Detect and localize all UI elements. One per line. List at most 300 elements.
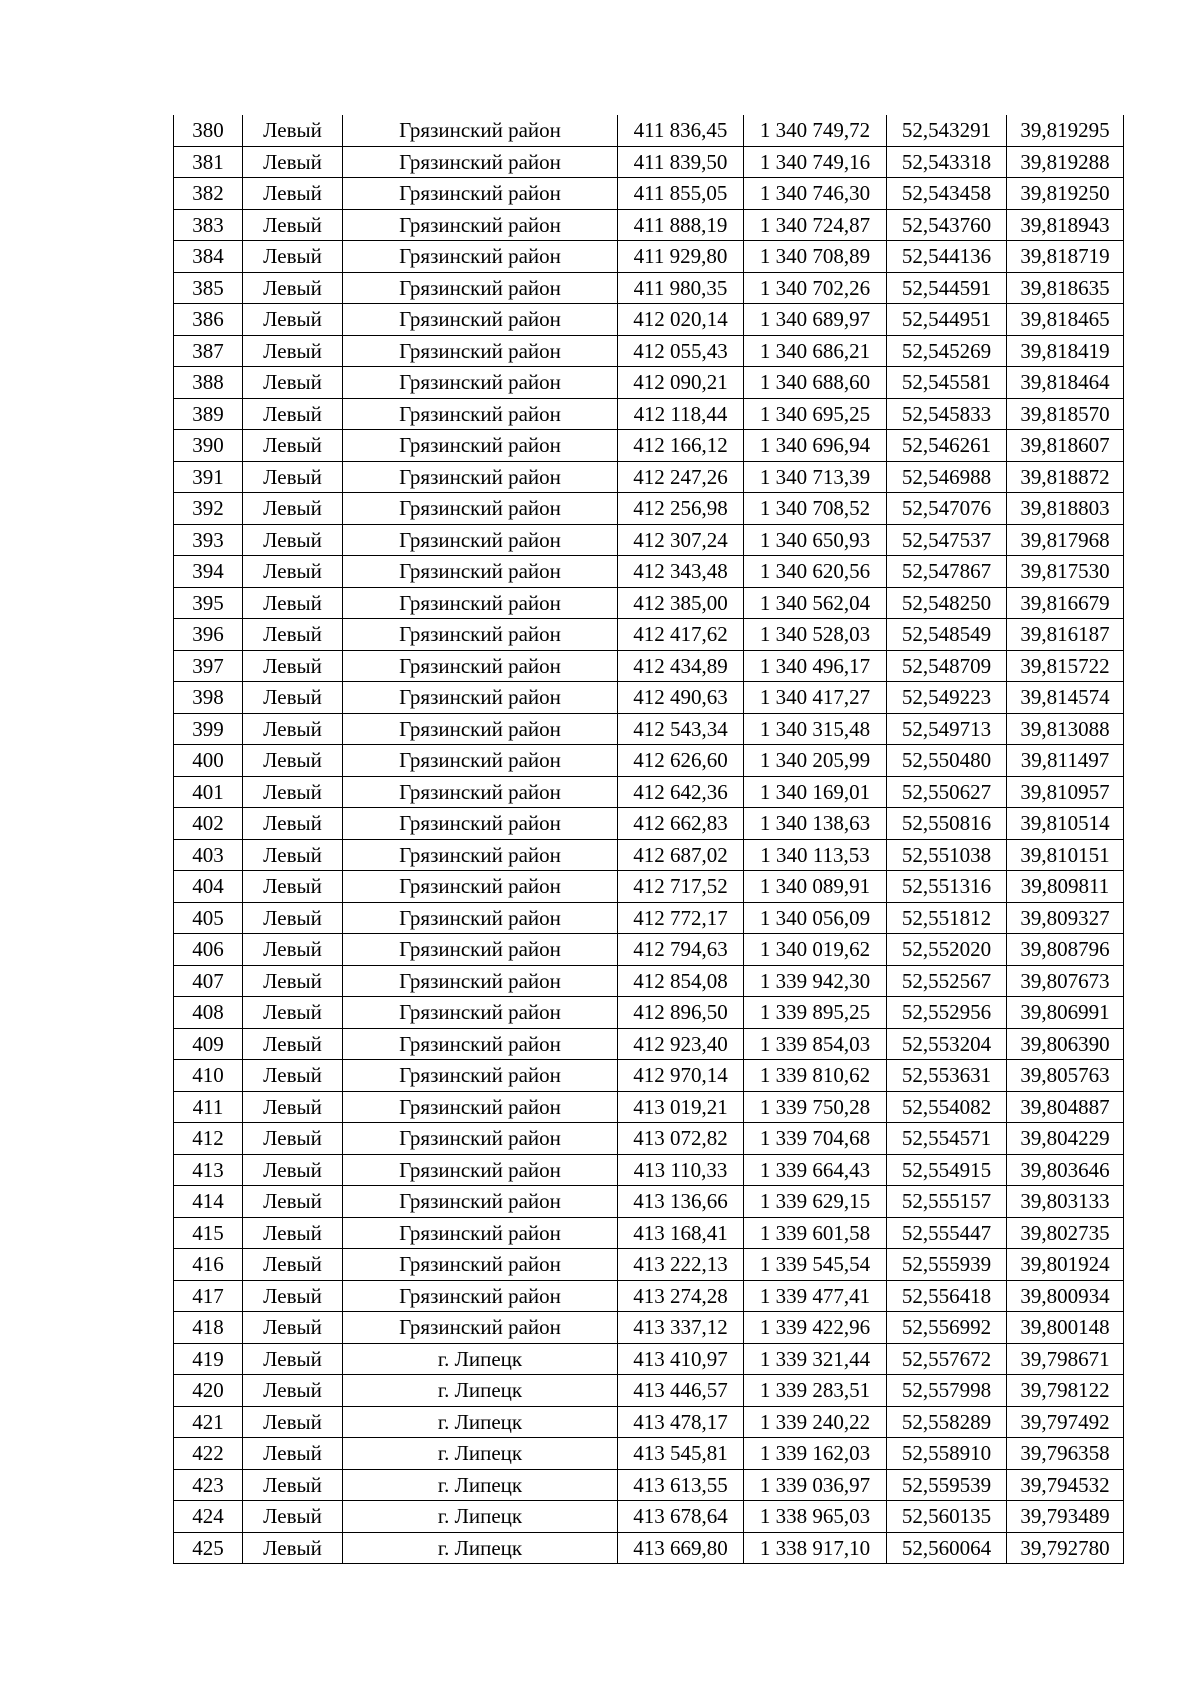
point-number-cell: 391: [174, 461, 243, 493]
y-coordinate-cell: 1 339 810,62: [744, 1060, 887, 1092]
longitude-cell: 39,818803: [1007, 493, 1124, 525]
district-cell: Грязинский район: [343, 808, 618, 840]
latitude-cell: 52,550480: [887, 745, 1007, 777]
side-cell: Левый: [243, 1060, 343, 1092]
y-coordinate-cell: 1 340 708,52: [744, 493, 887, 525]
point-number-cell: 418: [174, 1312, 243, 1344]
y-coordinate-cell: 1 339 240,22: [744, 1406, 887, 1438]
x-coordinate-cell: 412 055,43: [618, 335, 744, 367]
table-row: [174, 1028, 1124, 1060]
x-coordinate-cell: 412 118,44: [618, 398, 744, 430]
point-number-cell: 417: [174, 1280, 243, 1312]
latitude-cell: 52,545581: [887, 367, 1007, 399]
point-number-cell: 409: [174, 1028, 243, 1060]
latitude-cell: 52,553204: [887, 1028, 1007, 1060]
table-row: [174, 902, 1124, 934]
district-cell: г. Липецк: [343, 1469, 618, 1501]
side-cell: Левый: [243, 1091, 343, 1123]
longitude-cell: 39,817530: [1007, 556, 1124, 588]
y-coordinate-cell: 1 340 688,60: [744, 367, 887, 399]
table-row: [174, 115, 1124, 146]
longitude-cell: 39,818719: [1007, 241, 1124, 273]
side-cell: Левый: [243, 682, 343, 714]
district-cell: г. Липецк: [343, 1501, 618, 1533]
longitude-cell: 39,819250: [1007, 178, 1124, 210]
latitude-cell: 52,557672: [887, 1343, 1007, 1375]
district-cell: Грязинский район: [343, 871, 618, 903]
x-coordinate-cell: 413 478,17: [618, 1406, 744, 1438]
longitude-cell: 39,811497: [1007, 745, 1124, 777]
point-number-cell: 400: [174, 745, 243, 777]
side-cell: Левый: [243, 115, 343, 146]
district-cell: Грязинский район: [343, 461, 618, 493]
table-row: [174, 209, 1124, 241]
x-coordinate-cell: 413 072,82: [618, 1123, 744, 1155]
district-cell: Грязинский район: [343, 587, 618, 619]
side-cell: Левый: [243, 1028, 343, 1060]
side-cell: Левый: [243, 1532, 343, 1564]
district-cell: г. Липецк: [343, 1343, 618, 1375]
longitude-cell: 39,809811: [1007, 871, 1124, 903]
district-cell: Грязинский район: [343, 934, 618, 966]
latitude-cell: 52,551038: [887, 839, 1007, 871]
y-coordinate-cell: 1 339 664,43: [744, 1154, 887, 1186]
district-cell: Грязинский район: [343, 430, 618, 462]
district-cell: Грязинский район: [343, 745, 618, 777]
district-cell: Грязинский район: [343, 241, 618, 273]
x-coordinate-cell: 412 923,40: [618, 1028, 744, 1060]
district-cell: г. Липецк: [343, 1532, 618, 1564]
district-cell: Грязинский район: [343, 209, 618, 241]
x-coordinate-cell: 412 434,89: [618, 650, 744, 682]
point-number-cell: 419: [174, 1343, 243, 1375]
y-coordinate-cell: 1 340 138,63: [744, 808, 887, 840]
longitude-cell: 39,794532: [1007, 1469, 1124, 1501]
side-cell: Левый: [243, 241, 343, 273]
longitude-cell: 39,816187: [1007, 619, 1124, 651]
y-coordinate-cell: 1 340 689,97: [744, 304, 887, 336]
x-coordinate-cell: 412 896,50: [618, 997, 744, 1029]
y-coordinate-cell: 1 340 528,03: [744, 619, 887, 651]
latitude-cell: 52,545833: [887, 398, 1007, 430]
point-number-cell: 387: [174, 335, 243, 367]
district-cell: Грязинский район: [343, 146, 618, 178]
y-coordinate-cell: 1 340 749,16: [744, 146, 887, 178]
point-number-cell: 394: [174, 556, 243, 588]
x-coordinate-cell: 411 839,50: [618, 146, 744, 178]
side-cell: Левый: [243, 1343, 343, 1375]
x-coordinate-cell: 413 678,64: [618, 1501, 744, 1533]
y-coordinate-cell: 1 339 854,03: [744, 1028, 887, 1060]
table-row: [174, 398, 1124, 430]
district-cell: г. Липецк: [343, 1406, 618, 1438]
y-coordinate-cell: 1 340 708,89: [744, 241, 887, 273]
latitude-cell: 52,555447: [887, 1217, 1007, 1249]
table-row: [174, 556, 1124, 588]
longitude-cell: 39,817968: [1007, 524, 1124, 556]
point-number-cell: 414: [174, 1186, 243, 1218]
district-cell: Грязинский район: [343, 1123, 618, 1155]
y-coordinate-cell: 1 340 056,09: [744, 902, 887, 934]
y-coordinate-cell: 1 339 422,96: [744, 1312, 887, 1344]
table-row: [174, 367, 1124, 399]
x-coordinate-cell: 412 490,63: [618, 682, 744, 714]
table-row: [174, 1532, 1124, 1564]
longitude-cell: 39,810514: [1007, 808, 1124, 840]
table-row: [174, 1501, 1124, 1533]
latitude-cell: 52,550816: [887, 808, 1007, 840]
x-coordinate-cell: 413 110,33: [618, 1154, 744, 1186]
point-number-cell: 397: [174, 650, 243, 682]
point-number-cell: 385: [174, 272, 243, 304]
table-row: [174, 839, 1124, 871]
x-coordinate-cell: 412 090,21: [618, 367, 744, 399]
y-coordinate-cell: 1 339 629,15: [744, 1186, 887, 1218]
y-coordinate-cell: 1 339 704,68: [744, 1123, 887, 1155]
latitude-cell: 52,554082: [887, 1091, 1007, 1123]
point-number-cell: 415: [174, 1217, 243, 1249]
x-coordinate-cell: 413 337,12: [618, 1312, 744, 1344]
table-row: [174, 1123, 1124, 1155]
point-number-cell: 422: [174, 1438, 243, 1470]
latitude-cell: 52,547867: [887, 556, 1007, 588]
table-row: [174, 178, 1124, 210]
latitude-cell: 52,543458: [887, 178, 1007, 210]
longitude-cell: 39,818570: [1007, 398, 1124, 430]
table-row: [174, 997, 1124, 1029]
point-number-cell: 381: [174, 146, 243, 178]
latitude-cell: 52,552956: [887, 997, 1007, 1029]
side-cell: Левый: [243, 997, 343, 1029]
table-row: [174, 619, 1124, 651]
latitude-cell: 52,543318: [887, 146, 1007, 178]
point-number-cell: 404: [174, 871, 243, 903]
longitude-cell: 39,793489: [1007, 1501, 1124, 1533]
district-cell: Грязинский район: [343, 776, 618, 808]
latitude-cell: 52,550627: [887, 776, 1007, 808]
x-coordinate-cell: 411 836,45: [618, 115, 744, 146]
table-row: [174, 1375, 1124, 1407]
x-coordinate-cell: 413 613,55: [618, 1469, 744, 1501]
point-number-cell: 412: [174, 1123, 243, 1155]
table-row: [174, 745, 1124, 777]
district-cell: Грязинский район: [343, 398, 618, 430]
latitude-cell: 52,554915: [887, 1154, 1007, 1186]
x-coordinate-cell: 412 417,62: [618, 619, 744, 651]
y-coordinate-cell: 1 339 545,54: [744, 1249, 887, 1281]
latitude-cell: 52,551316: [887, 871, 1007, 903]
longitude-cell: 39,804887: [1007, 1091, 1124, 1123]
longitude-cell: 39,807673: [1007, 965, 1124, 997]
district-cell: Грязинский район: [343, 1091, 618, 1123]
latitude-cell: 52,551812: [887, 902, 1007, 934]
y-coordinate-cell: 1 340 695,25: [744, 398, 887, 430]
longitude-cell: 39,818465: [1007, 304, 1124, 336]
side-cell: Левый: [243, 272, 343, 304]
longitude-cell: 39,801924: [1007, 1249, 1124, 1281]
y-coordinate-cell: 1 339 321,44: [744, 1343, 887, 1375]
longitude-cell: 39,818872: [1007, 461, 1124, 493]
y-coordinate-cell: 1 340 749,72: [744, 115, 887, 146]
longitude-cell: 39,800934: [1007, 1280, 1124, 1312]
district-cell: Грязинский район: [343, 713, 618, 745]
longitude-cell: 39,792780: [1007, 1532, 1124, 1564]
side-cell: Левый: [243, 335, 343, 367]
y-coordinate-cell: 1 339 601,58: [744, 1217, 887, 1249]
table-row: [174, 871, 1124, 903]
longitude-cell: 39,800148: [1007, 1312, 1124, 1344]
latitude-cell: 52,558910: [887, 1438, 1007, 1470]
point-number-cell: 416: [174, 1249, 243, 1281]
longitude-cell: 39,806390: [1007, 1028, 1124, 1060]
side-cell: Левый: [243, 1280, 343, 1312]
side-cell: Левый: [243, 430, 343, 462]
point-number-cell: 386: [174, 304, 243, 336]
y-coordinate-cell: 1 340 205,99: [744, 745, 887, 777]
district-cell: Грязинский район: [343, 1060, 618, 1092]
longitude-cell: 39,819295: [1007, 115, 1124, 146]
latitude-cell: 52,559539: [887, 1469, 1007, 1501]
side-cell: Левый: [243, 146, 343, 178]
table-row: [174, 524, 1124, 556]
x-coordinate-cell: 412 626,60: [618, 745, 744, 777]
latitude-cell: 52,557998: [887, 1375, 1007, 1407]
y-coordinate-cell: 1 338 917,10: [744, 1532, 887, 1564]
point-number-cell: 425: [174, 1532, 243, 1564]
table-row: [174, 1438, 1124, 1470]
point-number-cell: 423: [174, 1469, 243, 1501]
latitude-cell: 52,555157: [887, 1186, 1007, 1218]
x-coordinate-cell: 412 854,08: [618, 965, 744, 997]
point-number-cell: 384: [174, 241, 243, 273]
district-cell: Грязинский район: [343, 1312, 618, 1344]
side-cell: Левый: [243, 1312, 343, 1344]
side-cell: Левый: [243, 1375, 343, 1407]
x-coordinate-cell: 413 669,80: [618, 1532, 744, 1564]
table-row: [174, 1406, 1124, 1438]
table-row: [174, 493, 1124, 525]
district-cell: Грязинский район: [343, 650, 618, 682]
side-cell: Левый: [243, 1186, 343, 1218]
longitude-cell: 39,803646: [1007, 1154, 1124, 1186]
latitude-cell: 52,543291: [887, 115, 1007, 146]
x-coordinate-cell: 412 642,36: [618, 776, 744, 808]
district-cell: Грязинский район: [343, 1280, 618, 1312]
district-cell: Грязинский район: [343, 272, 618, 304]
district-cell: Грязинский район: [343, 1028, 618, 1060]
table-row: [174, 430, 1124, 462]
y-coordinate-cell: 1 339 477,41: [744, 1280, 887, 1312]
latitude-cell: 52,553631: [887, 1060, 1007, 1092]
point-number-cell: 383: [174, 209, 243, 241]
x-coordinate-cell: 413 274,28: [618, 1280, 744, 1312]
x-coordinate-cell: 412 256,98: [618, 493, 744, 525]
district-cell: Грязинский район: [343, 1217, 618, 1249]
x-coordinate-cell: 413 222,13: [618, 1249, 744, 1281]
longitude-cell: 39,816679: [1007, 587, 1124, 619]
district-cell: Грязинский район: [343, 682, 618, 714]
y-coordinate-cell: 1 340 620,56: [744, 556, 887, 588]
x-coordinate-cell: 412 662,83: [618, 808, 744, 840]
table-row: [174, 304, 1124, 336]
longitude-cell: 39,818464: [1007, 367, 1124, 399]
table-row: [174, 965, 1124, 997]
side-cell: Левый: [243, 808, 343, 840]
table-row: [174, 461, 1124, 493]
longitude-cell: 39,814574: [1007, 682, 1124, 714]
x-coordinate-cell: 412 343,48: [618, 556, 744, 588]
point-number-cell: 413: [174, 1154, 243, 1186]
x-coordinate-cell: 412 020,14: [618, 304, 744, 336]
y-coordinate-cell: 1 339 895,25: [744, 997, 887, 1029]
y-coordinate-cell: 1 340 702,26: [744, 272, 887, 304]
table-row: [174, 1154, 1124, 1186]
point-number-cell: 395: [174, 587, 243, 619]
longitude-cell: 39,818607: [1007, 430, 1124, 462]
longitude-cell: 39,808796: [1007, 934, 1124, 966]
x-coordinate-cell: 413 168,41: [618, 1217, 744, 1249]
point-number-cell: 407: [174, 965, 243, 997]
y-coordinate-cell: 1 339 036,97: [744, 1469, 887, 1501]
table-row: [174, 650, 1124, 682]
table-row: [174, 1469, 1124, 1501]
x-coordinate-cell: 412 970,14: [618, 1060, 744, 1092]
y-coordinate-cell: 1 339 750,28: [744, 1091, 887, 1123]
latitude-cell: 52,548250: [887, 587, 1007, 619]
side-cell: Левый: [243, 1123, 343, 1155]
table-row: [174, 1249, 1124, 1281]
latitude-cell: 52,558289: [887, 1406, 1007, 1438]
side-cell: Левый: [243, 1438, 343, 1470]
table-row: [174, 934, 1124, 966]
longitude-cell: 39,818419: [1007, 335, 1124, 367]
coordinates-table: [173, 115, 1124, 1564]
y-coordinate-cell: 1 340 713,39: [744, 461, 887, 493]
table-row: [174, 587, 1124, 619]
x-coordinate-cell: 412 772,17: [618, 902, 744, 934]
table-row: [174, 1280, 1124, 1312]
district-cell: Грязинский район: [343, 1154, 618, 1186]
side-cell: Левый: [243, 524, 343, 556]
side-cell: Левый: [243, 1406, 343, 1438]
point-number-cell: 408: [174, 997, 243, 1029]
y-coordinate-cell: 1 340 696,94: [744, 430, 887, 462]
side-cell: Левый: [243, 178, 343, 210]
side-cell: Левый: [243, 871, 343, 903]
side-cell: Левый: [243, 1154, 343, 1186]
x-coordinate-cell: 411 855,05: [618, 178, 744, 210]
longitude-cell: 39,809327: [1007, 902, 1124, 934]
district-cell: Грязинский район: [343, 556, 618, 588]
y-coordinate-cell: 1 340 746,30: [744, 178, 887, 210]
point-number-cell: 389: [174, 398, 243, 430]
latitude-cell: 52,547076: [887, 493, 1007, 525]
latitude-cell: 52,543760: [887, 209, 1007, 241]
y-coordinate-cell: 1 340 562,04: [744, 587, 887, 619]
y-coordinate-cell: 1 340 315,48: [744, 713, 887, 745]
table-row: [174, 1343, 1124, 1375]
table-body: [174, 115, 1124, 1564]
point-number-cell: 392: [174, 493, 243, 525]
longitude-cell: 39,805763: [1007, 1060, 1124, 1092]
y-coordinate-cell: 1 338 965,03: [744, 1501, 887, 1533]
point-number-cell: 411: [174, 1091, 243, 1123]
side-cell: Левый: [243, 1501, 343, 1533]
latitude-cell: 52,547537: [887, 524, 1007, 556]
latitude-cell: 52,546261: [887, 430, 1007, 462]
point-number-cell: 380: [174, 115, 243, 146]
point-number-cell: 396: [174, 619, 243, 651]
point-number-cell: 410: [174, 1060, 243, 1092]
side-cell: Левый: [243, 839, 343, 871]
latitude-cell: 52,548549: [887, 619, 1007, 651]
x-coordinate-cell: 413 019,21: [618, 1091, 744, 1123]
y-coordinate-cell: 1 340 019,62: [744, 934, 887, 966]
y-coordinate-cell: 1 340 686,21: [744, 335, 887, 367]
district-cell: Грязинский район: [343, 367, 618, 399]
table-row: [174, 1060, 1124, 1092]
district-cell: Грязинский район: [343, 965, 618, 997]
district-cell: Грязинский район: [343, 524, 618, 556]
point-number-cell: 388: [174, 367, 243, 399]
district-cell: Грязинский район: [343, 997, 618, 1029]
side-cell: Левый: [243, 965, 343, 997]
y-coordinate-cell: 1 339 162,03: [744, 1438, 887, 1470]
side-cell: Левый: [243, 902, 343, 934]
longitude-cell: 39,818635: [1007, 272, 1124, 304]
side-cell: Левый: [243, 493, 343, 525]
table-row: [174, 146, 1124, 178]
latitude-cell: 52,560064: [887, 1532, 1007, 1564]
x-coordinate-cell: 413 410,97: [618, 1343, 744, 1375]
longitude-cell: 39,803133: [1007, 1186, 1124, 1218]
longitude-cell: 39,813088: [1007, 713, 1124, 745]
x-coordinate-cell: 412 717,52: [618, 871, 744, 903]
side-cell: Левый: [243, 619, 343, 651]
x-coordinate-cell: 412 307,24: [618, 524, 744, 556]
longitude-cell: 39,796358: [1007, 1438, 1124, 1470]
point-number-cell: 424: [174, 1501, 243, 1533]
district-cell: Грязинский район: [343, 178, 618, 210]
side-cell: Левый: [243, 745, 343, 777]
longitude-cell: 39,810957: [1007, 776, 1124, 808]
point-number-cell: 390: [174, 430, 243, 462]
longitude-cell: 39,797492: [1007, 1406, 1124, 1438]
latitude-cell: 52,555939: [887, 1249, 1007, 1281]
district-cell: г. Липецк: [343, 1438, 618, 1470]
y-coordinate-cell: 1 340 089,91: [744, 871, 887, 903]
table-row: [174, 241, 1124, 273]
longitude-cell: 39,804229: [1007, 1123, 1124, 1155]
latitude-cell: 52,554571: [887, 1123, 1007, 1155]
table-row: [174, 808, 1124, 840]
longitude-cell: 39,818943: [1007, 209, 1124, 241]
latitude-cell: 52,552567: [887, 965, 1007, 997]
side-cell: Левый: [243, 776, 343, 808]
latitude-cell: 52,544951: [887, 304, 1007, 336]
latitude-cell: 52,544136: [887, 241, 1007, 273]
district-cell: Грязинский район: [343, 902, 618, 934]
longitude-cell: 39,806991: [1007, 997, 1124, 1029]
district-cell: г. Липецк: [343, 1375, 618, 1407]
x-coordinate-cell: 413 136,66: [618, 1186, 744, 1218]
side-cell: Левый: [243, 934, 343, 966]
latitude-cell: 52,549713: [887, 713, 1007, 745]
y-coordinate-cell: 1 340 169,01: [744, 776, 887, 808]
point-number-cell: 421: [174, 1406, 243, 1438]
latitude-cell: 52,549223: [887, 682, 1007, 714]
point-number-cell: 403: [174, 839, 243, 871]
